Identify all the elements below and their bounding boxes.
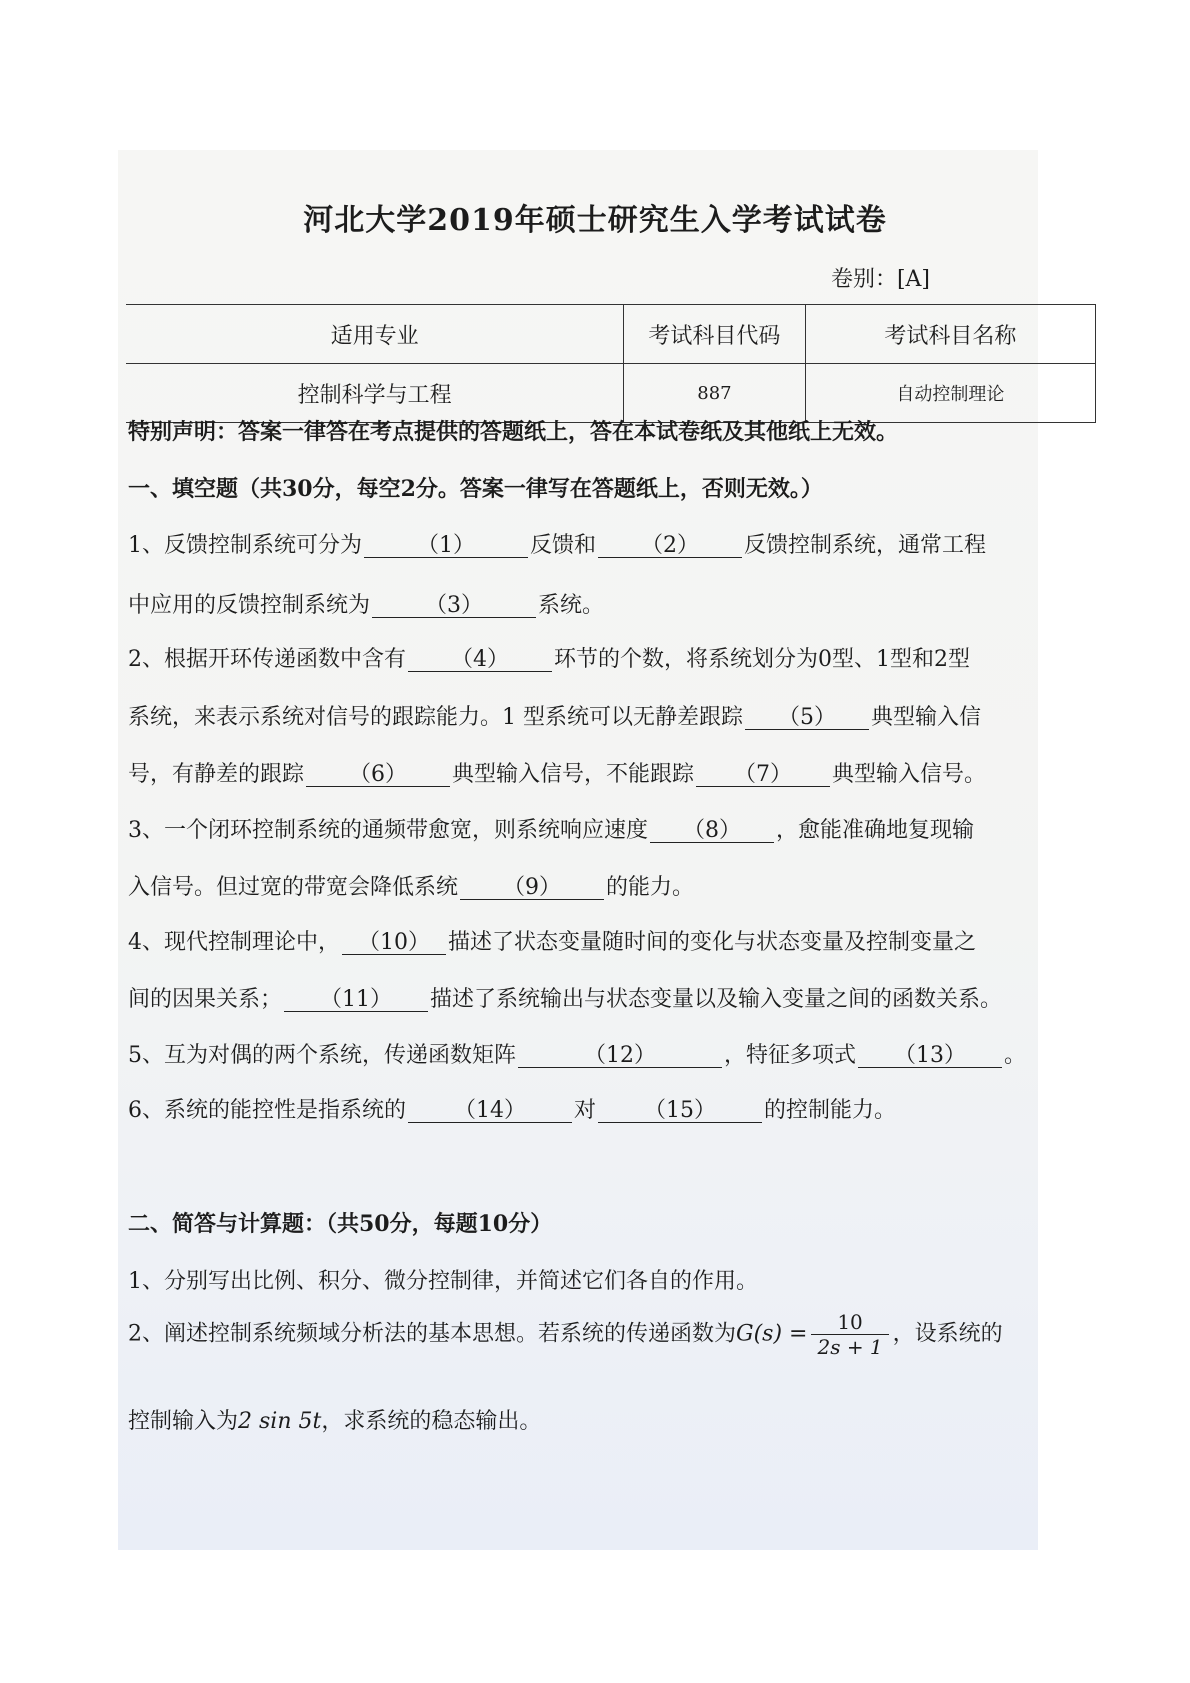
text: 3、一个闭环控制系统的通频带愈宽，则系统响应速度 [128,818,648,843]
value-subject-code: 887 [624,364,806,423]
blank-8: （8） [650,820,774,843]
text: 4、现代控制理论中， [128,930,340,955]
blank-3: （3） [372,595,536,618]
s2-question-2-line1 [128,1310,1003,1359]
section1-heading: 一、填空题（共30分，每空2分。答案一律写在答题纸上，否则无效。） [128,476,823,502]
header-subject-code: 考试科目代码 [624,305,806,364]
info-table-value-row [126,364,1096,423]
blank-15: （15） [598,1100,762,1123]
blank-14: （14） [408,1100,572,1123]
text: 系统，来表示系统对信号的跟踪能力。1 型系统可以无静差跟踪 [128,705,743,730]
text: 号，有静差的跟踪 [128,762,305,787]
q2-line1 [128,642,970,673]
text: 反馈控制系统，通常工程 [744,533,987,558]
blank-5: （5） [745,707,869,730]
blank-9: （9） [460,877,604,900]
text: 入信号。但过宽的带宽会降低系统 [128,875,459,900]
paper-type-label: 卷别：[A] [830,267,930,292]
text: 典型输入信 [871,705,982,730]
text: 对 [574,1098,597,1123]
value-major: 控制科学与工程 [126,364,624,423]
q3-line1 [128,813,974,844]
text: 典型输入信号，不能跟踪 [452,762,695,787]
blank-11: （11） [284,989,428,1012]
blank-13: （13） [858,1045,1002,1068]
text: ，设系统的 [892,1321,1003,1347]
q4-line1 [128,925,976,956]
text: 。 [1004,1043,1027,1068]
text: 描述了状态变量随时间的变化与状态变量及控制变量之 [448,930,977,955]
q1-line1 [128,528,986,559]
text: 反馈和 [530,533,597,558]
transfer-function-label: G(s) = [736,1321,808,1347]
fraction-numerator: 10 [811,1310,888,1335]
q2-line3 [128,757,986,788]
text: 间的因果关系； [128,987,283,1012]
q4-line2 [128,982,1002,1013]
blank-10: （10） [342,932,446,955]
q6-line [128,1093,896,1124]
q2-line2 [128,700,981,731]
special-notice: 特别声明：答案一律答在考点提供的答题纸上，答在本试卷纸及其他纸上无效。 [128,419,899,445]
text: ，求系统的稳态输出。 [321,1409,542,1434]
text: 控制输入为 [128,1409,239,1434]
text: 的控制能力。 [764,1098,897,1123]
q3-line2 [128,870,694,901]
s2-question-2-line2 [128,1404,541,1435]
text: 1、反馈控制系统可分为 [128,533,362,558]
text: 的能力。 [606,875,695,900]
text: 系统。 [538,593,605,618]
blank-1: （1） [364,535,528,558]
text: 2、根据开环传递函数中含有 [128,647,406,672]
blank-4: （4） [408,649,552,672]
s2-question-1: 1、分别写出比例、积分、微分控制律，并简述它们各自的作用。 [128,1269,758,1294]
header-major: 适用专业 [126,305,624,364]
header-subject-name: 考试科目名称 [805,305,1095,364]
fraction-denominator: 2s + 1 [817,1335,883,1359]
text: ，特征多项式 [724,1043,857,1068]
blank-6: （6） [306,764,450,787]
text: 2、阐述控制系统频域分析法的基本思想。若系统的传递函数为 [128,1321,736,1347]
text: 中应用的反馈控制系统为 [128,593,371,618]
transfer-function-fraction [811,1310,888,1359]
value-subject-name: 自动控制理论 [805,364,1095,423]
blank-2: （2） [598,535,742,558]
text: 描述了系统输出与状态变量以及输入变量之间的函数关系。 [430,987,1003,1012]
text: 典型输入信号。 [832,762,987,787]
exam-info-table [126,304,1096,423]
q1-line2 [128,588,604,619]
section2-heading: 二、简答与计算题：（共50分，每题10分） [128,1211,553,1237]
text: 6、系统的能控性是指系统的 [128,1098,406,1123]
text: 环节的个数，将系统划分为0型、1型和2型 [554,647,970,672]
blank-12: （12） [518,1045,722,1068]
control-input-expression: 2 sin 5t [238,1409,322,1434]
blank-7: （7） [696,764,830,787]
text: 5、互为对偶的两个系统，传递函数矩阵 [128,1043,516,1068]
text: ，愈能准确地复现输 [776,818,975,843]
info-table-header-row [126,305,1096,364]
q5-line [128,1038,1026,1069]
exam-title: 河北大学2019年硕士研究生入学考试试卷 [303,203,887,238]
